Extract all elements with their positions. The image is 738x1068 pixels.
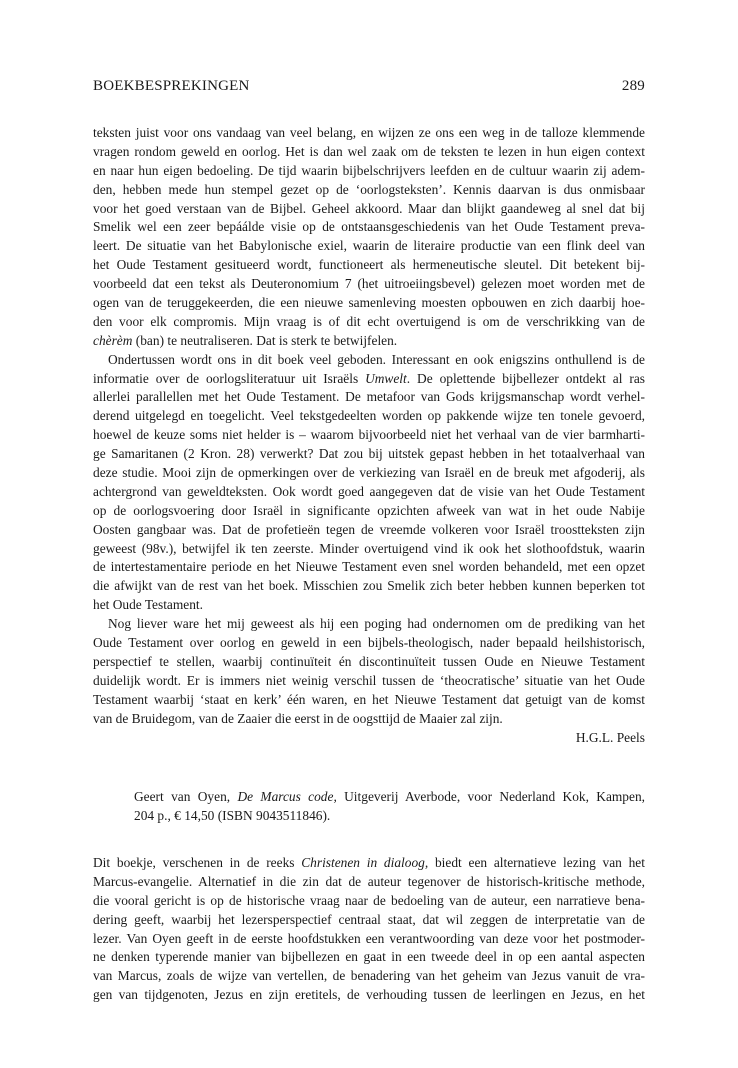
text-line [93,370,645,389]
book-reference [134,788,645,826]
text-run: . De oplettende bijbellezer ontdekt al ras [406,370,645,386]
text-line: van Marcus, zoals de wijze van vertellen, de benadering van het geheim van Jezus vanuit de vra- [93,968,645,984]
text-line: lezer. Van Oyen geeft in de eerste hoofdstukken een verantwoording van deze voor het postmoder- [93,930,645,946]
ref-publisher: Uitgeverij Averbode, voor Nederland Kok, Kampen, [336,789,645,804]
text-line: de intertestamentaire periode en het Nieuwe Testament even snel worden behandeld, met een opzet [93,559,645,575]
page-number: 289 [621,78,645,94]
text-line: den voor elk compromis. Mijn vraag is of dit echt overtuigend is om de verschrikking van de [93,313,645,329]
ref-title: De Marcus code, [237,789,337,804]
text-line: achtergrond van geweldteksten. Ook wordt goed aangegeven dat de visie van het Oude Testament [93,483,645,499]
italic-term: chèrèm [93,332,133,348]
text-line: Smelik wel een zeer bepáálde visie op de ontstaansgeschiedenis van het Oude Testament preva- [93,219,645,235]
text-line: ne denken typerende manier van bijbellezen en gaat in een tweede deel in op een aantal aspecten [93,949,645,965]
text-line: 204 p., € 14,50 (ISBN 9043511846). [134,807,331,823]
italic-term: Christenen in dialoog, [301,855,429,870]
review-van-oyen [93,854,645,1005]
text-run: (ban) te neutraliseren. Dat is sterk te betwijfelen. [132,332,398,348]
text-line: geweest (98v.), betwijfel ik ten zeerste. Minder overtuigend vind ik ook het slothoofdstuk, waarin [93,540,645,556]
text-line: Oude Testament over oorlog en geweld in een bijbels-theologisch, nader bepaald heilshistorisch, [93,635,645,651]
text-line: duidelijk wordt. Er is immers niet weinig verschil tussen de ‘theocratische’ situatie van het Oude [93,672,645,688]
text-run: Dit boekje, verschenen in de reeks [93,855,302,870]
running-header [93,78,645,100]
text-line: leert. De situatie van het Babylonische exiel, waarin de literaire productie van een flink deel van [93,238,645,254]
text-line: dering geeft, waarbij het lezersperspectief centraal staat, dat wil zeggen de interpretatie van de [93,911,645,927]
text-line: die vooral gericht is op de historische vraag naar de bedoeling van de auteur, een narratieve bena- [93,892,645,908]
text-line: ge Samaritanen (2 Kron. 28) verwerkt? Dat zou bij uitstek gepast hebben in het totaalverhaal van [93,446,645,462]
text-line: Ondertussen wordt ons in dit boek veel geboden. Interessant en ook enigszins onthullend is de [108,351,645,367]
text-line: voor het goed verstaan van de Bijbel. Geheel akkoord. Maar dan blijkt gaandeweg al snel dat bij [93,200,645,216]
reviewer-signature: H.G.L. Peels [575,729,645,745]
text-line [134,788,645,807]
text-line [93,332,645,351]
text-line: derend uitgelegd en toegelicht. Veel tekstgedeelten worden op pakkende wijze ten tonele gevoerd, [93,408,645,424]
text-line: het Oude Testament gesitueerd wordt, functioneert als hermeneutische sleutel. Dit betekent bij- [93,257,645,273]
text-run: informatie over de oorlogsliteratuur uit Israëls [93,370,366,386]
text-line: van de Bruidegom, van de Zaaier die eerst in de oogsttijd de Maaier zal zijn. [93,710,503,726]
text-line: Testament waarbij ‘staat en kerk’ één waren, en het Nieuwe Testament dat getuigt van de komst [93,691,645,707]
running-title: BOEKBESPREKINGEN [93,78,250,94]
text-line: ogen van de teruggekeerden, die een nieuwe samenleving moesten opbouwen en zich daarbij hoe- [93,295,645,311]
text-line: hoewel de keuze soms niet helder is – waarom bijvoorbeeld niet het verhaal van de vier barmharti- [93,427,645,443]
text-line: perspectief te stellen, waarbij continuïteit én discontinuïteit tussen Oude en Nieuwe Testament [93,653,645,669]
text-line: voorbeeld dat een tekst als Deuteronomium 7 (het uitroeiingsbevel) gelezen moet worden met de [93,276,645,292]
text-line: den, hebben mede hun stempel gezet op de ‘oorlogsteksten’. Kennis daarvan is dus onmisbaar [93,181,645,197]
text-line: het Oude Testament. [93,597,204,613]
text-line: op de oorlogsvoering door Israël in significante opzichten afweek van wat in het oude Nabije [93,502,645,518]
text-line: deze studie. Mooi zijn de opmerkingen over de verkiezing van Israël en de breuk met afgoderij, als [93,465,645,481]
review-peels [93,124,645,747]
text-line: die afwijkt van de rest van het boek. Misschien zou Smelik zich beter hebben kunnen beperken tot [93,578,645,594]
text-line [93,854,645,873]
text-line: gen van tijdgenoten, Jezus en zijn eretitels, de verhouding tussen de leerlingen en Jezus, en het [93,987,645,1003]
text-line: allerlei parallellen met het Oude Testament. De metafoor van Gods krijgsmanschap wordt verhel- [93,389,645,405]
text-run: biedt een alternatieve lezing van het [428,855,645,870]
text-line: en naar hun eigen bedoeling. De tijd waarin bijbelschrijvers leefden en de cultuur waarin zij adem- [93,162,645,178]
text-line: teksten juist voor ons vandaag van veel belang, en wijzen ze ons een weg in de talloze klemmende [93,125,645,140]
text-line: Nog liever ware het mij geweest als hij een poging had ondernomen om de prediking van het [108,616,645,632]
italic-term: Umwelt [365,370,407,386]
text-line: Oosten gangbaar was. Dat de profetieën tegen de vreemde volkeren voor Israël troostteksten zijn [93,521,645,537]
text-line: vragen rondom geweld en oorlog. Het is dan wel zaak om de teksten te lezen in hun eigen context [93,143,645,159]
text-line: Marcus-evangelie. Alternatief in die zin dat de auteur tegenover de historisch-kritische methode, [93,873,645,889]
ref-author: Geert van Oyen, [134,789,238,804]
